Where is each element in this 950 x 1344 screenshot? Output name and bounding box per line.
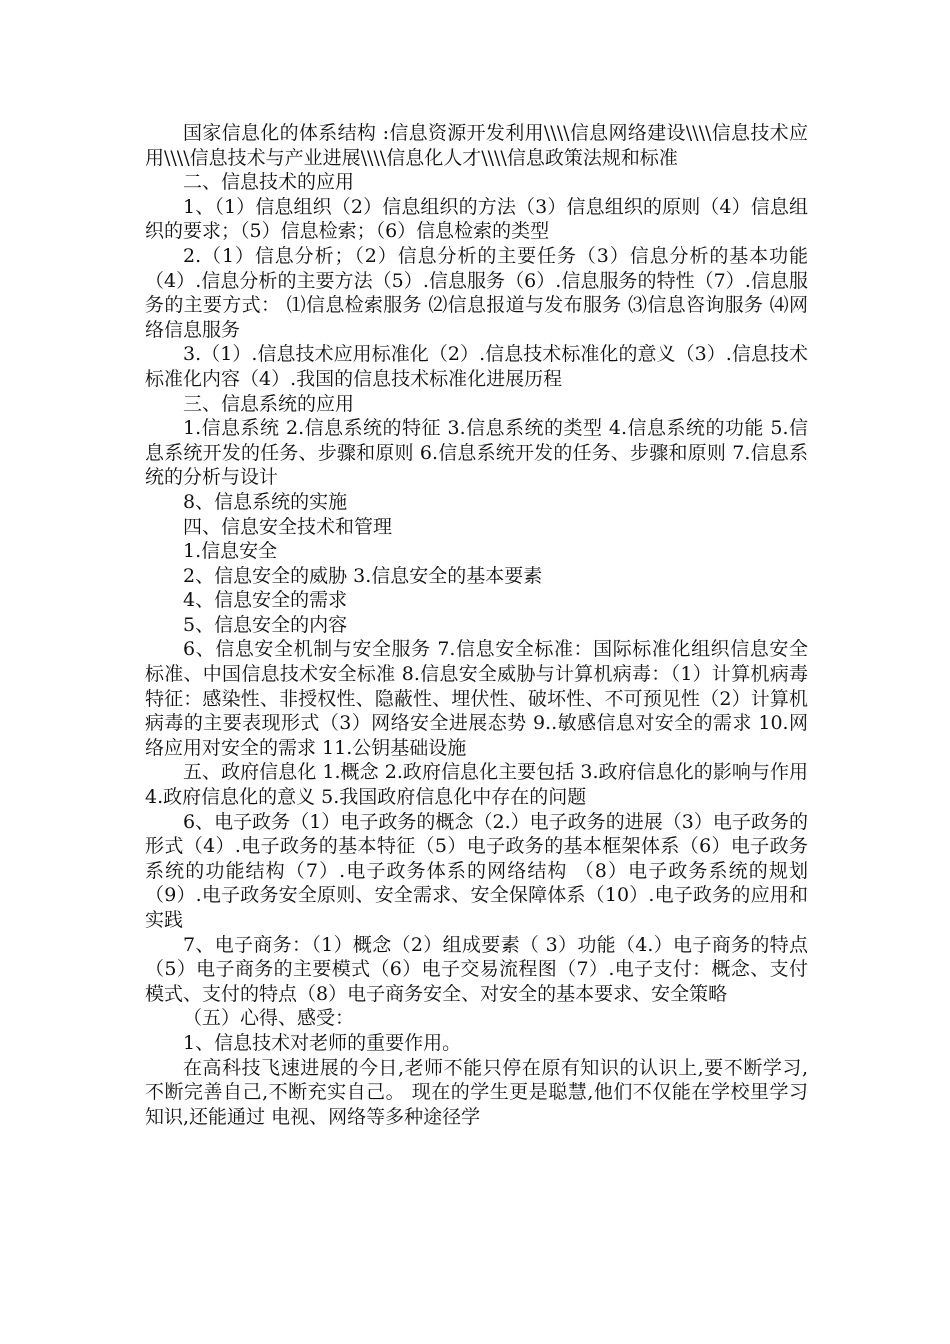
paragraph-info-security: 1.信息安全 [183, 540, 278, 563]
heading-info-security: 四、信息安全技术和管理 [183, 515, 393, 538]
document-body [145, 121, 808, 1129]
paragraph-e-government: 6、电子政务（1）电子政务的概念（2.）电子政务的进展（3）电子政务的形式（4）.电子政务的基本特征（5）电子政务的基本框架体系（6）电子政务系统的功能结构（7）.电子政务体系的网络结构 （8）电子政务系统的规划（9）.电子政务安全原则、安全需求、安全保障体系（10）.电子政务的应用和实践 [145, 810, 808, 931]
paragraph-it-role-for-teachers: 1、信息技术对老师的重要作用。 [183, 1031, 462, 1054]
paragraph-info-system-implementation: 8、信息系统的实施 [183, 490, 348, 513]
heading-info-system-application: 三、信息系统的应用 [183, 392, 355, 415]
paragraph-security-threats: 2、信息安全的威胁 3.信息安全的基本要素 [183, 564, 543, 587]
heading-reflections: （五）心得、感受： [183, 1007, 355, 1030]
heading-it-application: 二、信息技术的应用 [183, 171, 355, 194]
paragraph-info-system-list: 1.信息系统 2.信息系统的特征 3.信息系统的类型 4.信息系统的功能 5.信息系统开发的任务、步骤和原则 6.信息系统开发的任务、步骤和原则 7.信息系统的分析与设计 [145, 417, 808, 489]
paragraph-government-informatization: 五、政府信息化 1.概念 2.政府信息化主要包括 3.政府信息化的影响与作用 4.政府信息化的意义 5.我国政府信息化中存在的问题 [145, 761, 808, 809]
paragraph-info-analysis: 2.（1）信息分析；（2）信息分析的主要任务（3）信息分析的基本功能（4）.信息分析的主要方法（5）.信息服务（6）.信息服务的特性（7）.信息服务的主要方式： ⑴信息检索服务 ⑵信息报道与发布服务 ⑶信息咨询服务 ⑷网络信息服务 [145, 244, 808, 341]
paragraph-security-needs: 4、信息安全的需求 [183, 589, 348, 612]
paragraph-security-mechanisms: 6、信息安全机制与安全服务 7.信息安全标准：国际标准化组织信息安全标准、中国信息技术安全标准 8.信息安全威胁与计算机病毒：（1）计算机病毒特征：感染性、非授权性、隐蔽性、埋伏性、破坏性、不可预见性（2）计算机病毒的主要表现形式（3）网络安全进展态势 9..敏感信息对安全的需求 10.网络应用对安全的需求 11.公钥基础设施 [145, 638, 808, 759]
paragraph-system-structure: 国家信息化的体系结构 :信息资源开发利用\\\\信息网络建设\\\\信息技术应用\\\\信息技术与产业进展\\\\信息化人才\\\\信息政策法规和标准 [145, 122, 808, 169]
paragraph-security-content: 5、信息安全的内容 [183, 613, 348, 636]
paragraph-e-commerce: 7、电子商务：（1）概念（2）组成要素（ 3）功能（4.）电子商务的特点（5）电子商务的主要模式（6）电子交易流程图（7）.电子支付：概念、支付模式、支付的特点（8）电子商务安全、对安全的基本要求、安全策略 [145, 933, 808, 1005]
paragraph-continuous-learning: 在高科技飞速进展的今日,老师不能只停在原有知识的认识上,要不断学习,不断完善自己,不断充实自己。 现在的学生更是聪慧,他们不仅能在学校里学习知识,还能通过 电视、网络等多种途径学 [145, 1056, 808, 1128]
paragraph-info-organization: 1、（1）信息组织（2）信息组织的方法（3）信息组织的原则（4）信息组织的要求；（5）信息检索；（6）信息检索的类型 [145, 195, 808, 243]
paragraph-it-standardization: 3.（1）.信息技术应用标准化（2）.信息技术标准化的意义（3）.信息技术标准化内容（4）.我国的信息技术标准化进展历程 [145, 343, 808, 390]
